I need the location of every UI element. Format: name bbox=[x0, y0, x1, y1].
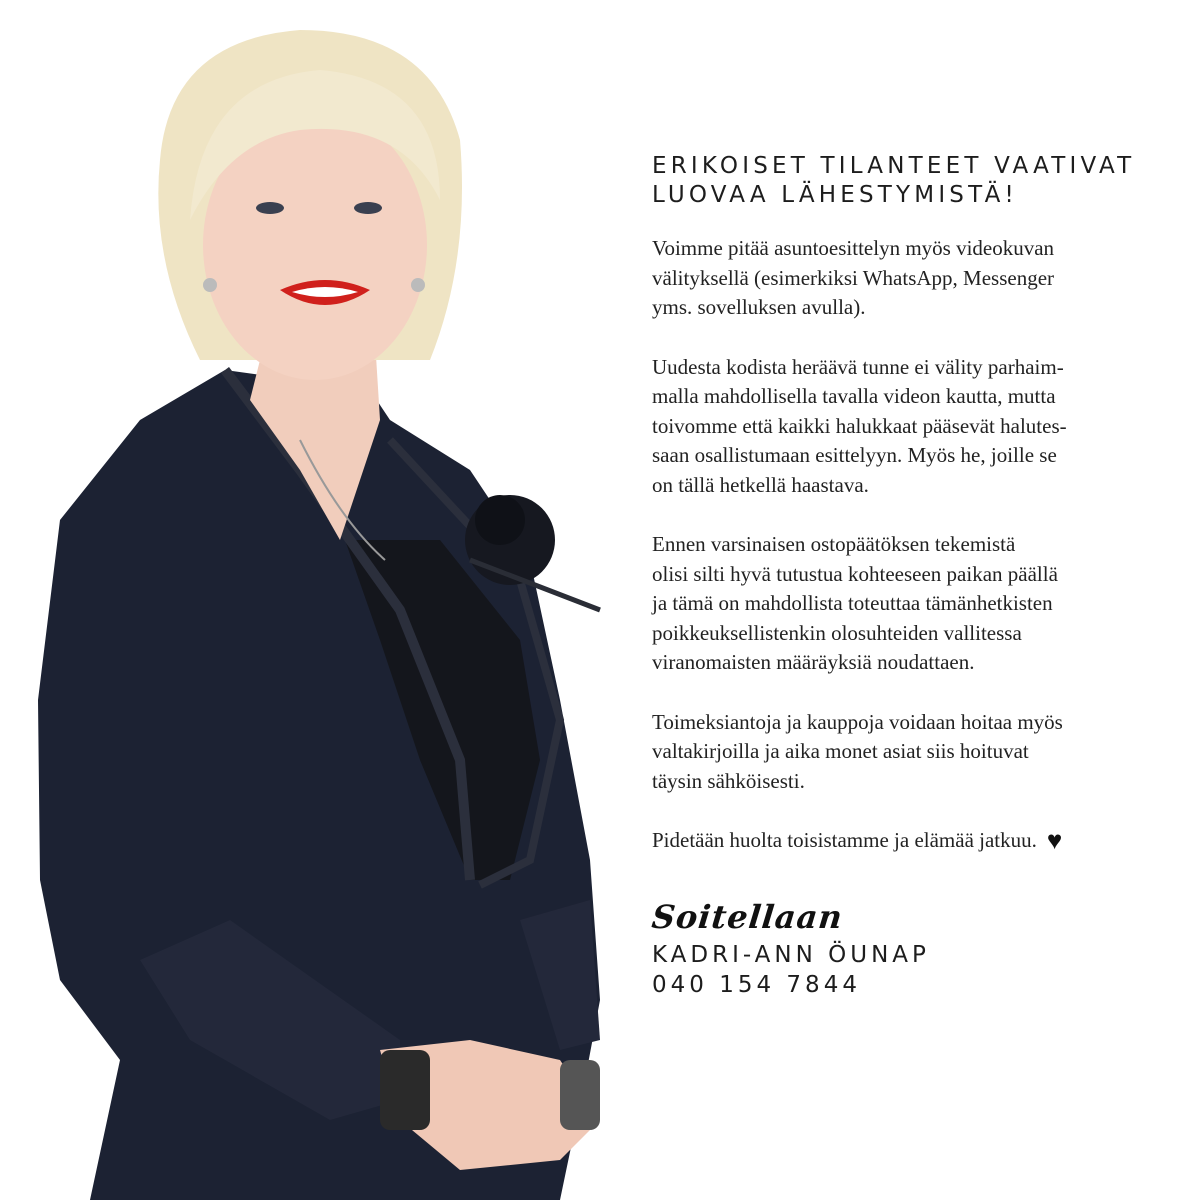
contact-block bbox=[652, 940, 1132, 1000]
contact-name: KADRI-ANN ÖUNAP bbox=[652, 941, 930, 968]
text-line: täysin sähköisesti. bbox=[652, 768, 805, 793]
earring-left bbox=[203, 278, 217, 292]
paragraph-on-site bbox=[652, 530, 1132, 678]
paragraph-feeling bbox=[652, 353, 1132, 501]
bracelet bbox=[380, 1050, 430, 1130]
text-line: välityksellä (esimerkiksi WhatsApp, Messenger bbox=[652, 265, 1055, 290]
text-line: malla mahdollisella tavalla videon kautta, mutta bbox=[652, 384, 1056, 408]
eye-right bbox=[354, 202, 382, 214]
text-line: poikkeuksellistenkin olosuhteiden vallitessa bbox=[652, 620, 1022, 645]
signature: Soitellaan bbox=[650, 897, 845, 936]
text-line: viranomaisten määräyksiä noudattaen. bbox=[652, 650, 975, 674]
text-line: olisi silti hyvä tutustua kohteeseen paikan päällä bbox=[652, 561, 1058, 586]
text-line: yms. sovelluksen avulla). bbox=[652, 295, 866, 319]
text-line: ja tämä on mahdollista toteuttaa tämänhetkisten bbox=[652, 591, 1053, 615]
heart-icon: ♥ bbox=[1046, 825, 1063, 855]
contact-phone: 040 154 7844 bbox=[652, 971, 861, 998]
page-heading bbox=[652, 152, 1136, 210]
text-line: saan osallistumaan esittelyyn. Myös he, joille se bbox=[652, 443, 1057, 467]
text-line: on tällä hetkellä haastava. bbox=[652, 472, 869, 497]
text-line: Toimeksiantoja ja kauppoja voidaan hoitaa myös bbox=[652, 709, 1063, 734]
text-line: Voimme pitää asuntoesittelyn myös videokuvan bbox=[652, 236, 1055, 260]
text-line: Ennen varsinaisen ostopäätöksen tekemistä bbox=[652, 532, 1016, 556]
closing-line bbox=[652, 826, 1132, 856]
paragraph-video-showing bbox=[652, 234, 1132, 323]
paragraph-electronic bbox=[652, 708, 1132, 797]
text-line: toivomme että kaikki halukkaat pääsevät halutes- bbox=[652, 413, 1067, 438]
heading-line: LUOVAA LÄHESTYMISTÄ! bbox=[652, 182, 1018, 208]
watch bbox=[560, 1060, 600, 1130]
heading-line: ERIKOISET TILANTEET VAATIVAT bbox=[652, 153, 1136, 179]
earring-right bbox=[411, 278, 425, 292]
text-column bbox=[650, 152, 1136, 1000]
closing-text: Pidetään huolta toisistamme ja elämää jatkuu. bbox=[652, 828, 1037, 852]
text-line: Uudesta kodista heräävä tunne ei välity parhaim- bbox=[652, 354, 1064, 379]
text-line: valtakirjoilla ja aika monet asiat siis hoituvat bbox=[652, 739, 1029, 763]
eye-left bbox=[256, 202, 284, 214]
